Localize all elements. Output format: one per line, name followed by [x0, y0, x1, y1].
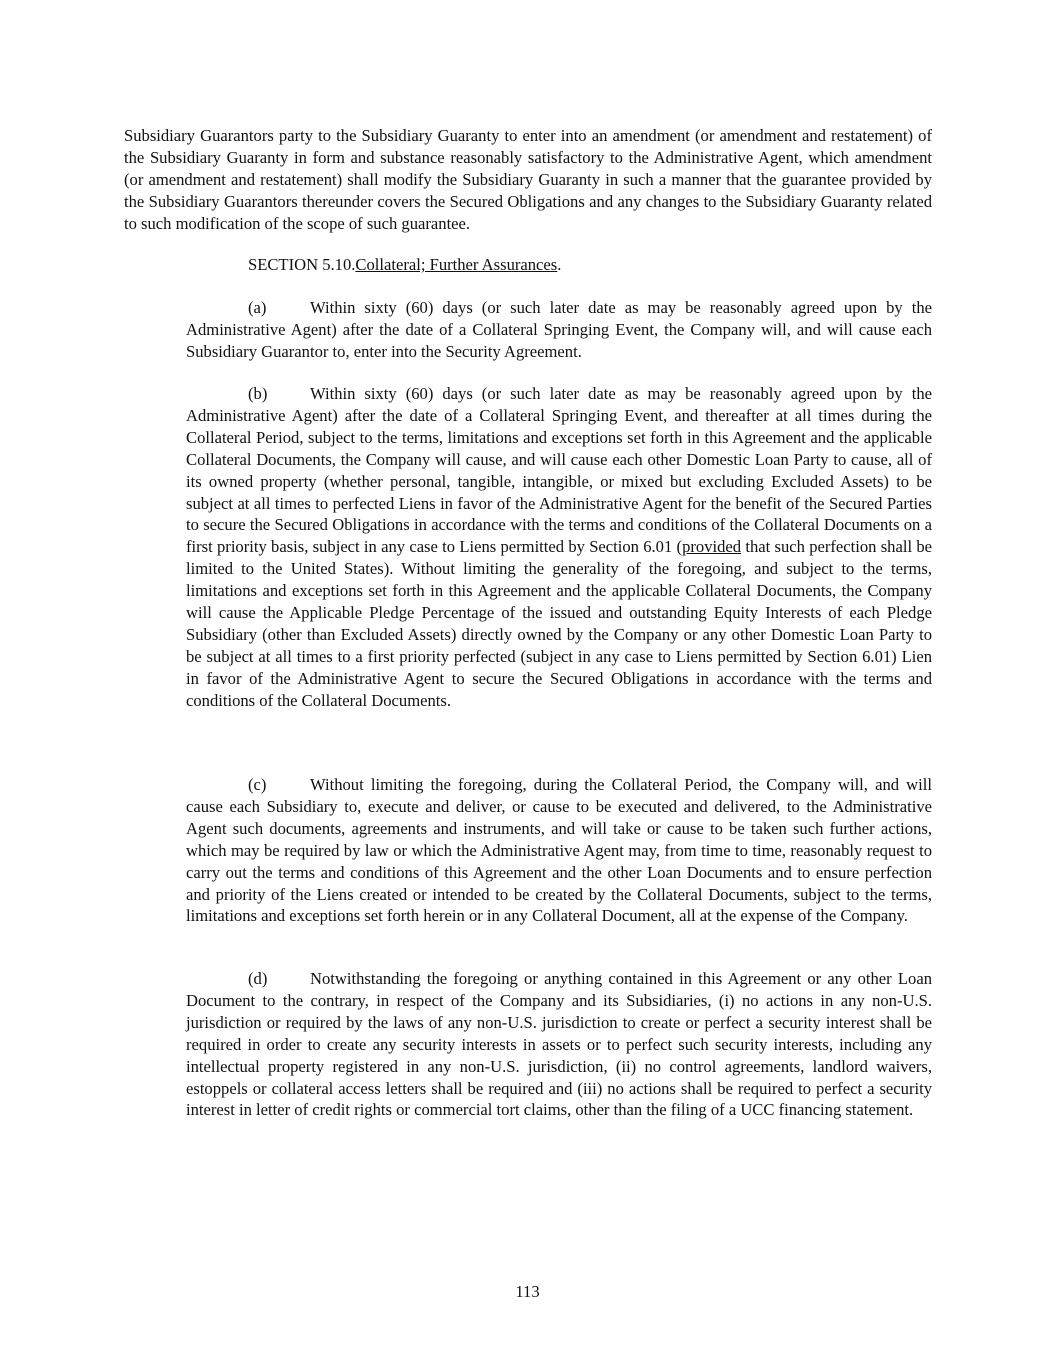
clause-text: Without limiting the foregoing, during the Collateral Period, the Company will, and will cause each Subsidiary to, execute and deliver, or cause to be executed and delivered, to the Administrative Agent such documents, agreements and instruments, and will take or cause to be taken such further actions, which may be required by law or which the Administrative Agent may, from time to time, reasonably request to carry out the terms and conditions of this Agreement and the other Loan Documents and to ensure perfection and priority of the Liens created or intended to be created by the Collateral Documents, subject to the terms, limitations and exceptions set forth herein or in any Collateral Document, all at the expense of the Company. [186, 775, 932, 926]
clause-text-before: Within sixty (60) days (or such later date as may be reasonably agreed upon by the Administrative Agent) after the date of a Collateral Springing Event, and thereafter at all times during the Collateral Period, subject to the terms, limitations and exceptions set forth in this Agreement and the applicable Collateral Documents, the Company will cause, and will cause each other Domestic Loan Party to cause, all of its owned property (whether personal, tangible, intangible, or mixed but excluding Excluded Assets) to be subject at all times to perfected Liens in favor of the Administrative Agent for the benefit of the Secured Parties to secure the Secured Obligations in accordance with the terms and conditions of the Collateral Documents on a first priority basis, subject in any case to Liens permitted by Section 6.01 ( [186, 384, 932, 557]
clause-label: (c) [248, 775, 267, 794]
provided-term: provided [682, 537, 742, 557]
clause-a [186, 297, 932, 363]
clause-text-after: that such perfection shall be limited to the United States). Without limiting the generality of the foregoing, and subject to the terms, limitations and exceptions set forth in this Agreement and the applicable Collateral Documents, the Company will cause the Applicable Pledge Percentage of the issued and outstanding Equity Interests of each Pledge Subsidiary (other than Excluded Assets) directly owned by the Company or any other Domestic Loan Party to be subject at all times to a first priority perfected (subject in any case to Liens permitted by Section 6.01) Lien in favor of the Administrative Agent to secure the Secured Obligations in accordance with the terms and conditions of the Collateral Documents. [186, 537, 932, 710]
section-title-suffix: . [557, 255, 562, 274]
clause-text: Within sixty (60) days (or such later date as may be reasonably agreed upon by the Administrative Agent) after the date of a Collateral Springing Event, the Company will, and will cause each Subsidiary Guarantor to, enter into the Security Agreement. [186, 298, 932, 361]
clause-label: (a) [248, 298, 267, 317]
intro-paragraph: Subsidiary Guarantors party to the Subsidiary Guaranty to enter into an amendment (or amendment and restatement) of the Subsidiary Guaranty in form and substance reasonably satisfactory to the Administrative Agent, which amendment (or amendment and restatement) shall modify the Subsidiary Guaranty in such a manner that the guarantee provided by the Subsidiary Guarantors thereunder covers the Secured Obligations and any changes to the Subsidiary Guaranty related to such modification of the scope of such guarantee. [124, 126, 932, 233]
clause-text: Notwithstanding the foregoing or anything contained in this Agreement or any other Loan Document to the contrary, in respect of the Company and its Subsidiaries, (i) no actions in any non-U.S. jurisdiction or required by the laws of any non-U.S. jurisdiction to create or perfect a security interest shall be required in order to create any security interests in assets or to perfect such security interests, including any intellectual property registered in any non-U.S. jurisdiction, (ii) no control agreements, landlord waivers, estoppels or collateral access letters shall be required and (iii) no actions shall be required to perfect a security interest in letter of credit rights or commercial tort claims, other than the filing of a UCC financing statement. [186, 969, 932, 1120]
clause-c [186, 774, 932, 927]
clause-label: (d) [248, 969, 268, 988]
clause-d [186, 968, 932, 1121]
section-title: Collateral; Further Assurances [355, 255, 558, 274]
section-heading [248, 254, 561, 276]
page-number: 113 [515, 1282, 540, 1301]
clause-b [186, 383, 932, 712]
clause-label: (b) [248, 384, 268, 403]
section-number: SECTION 5.10. [248, 255, 356, 274]
